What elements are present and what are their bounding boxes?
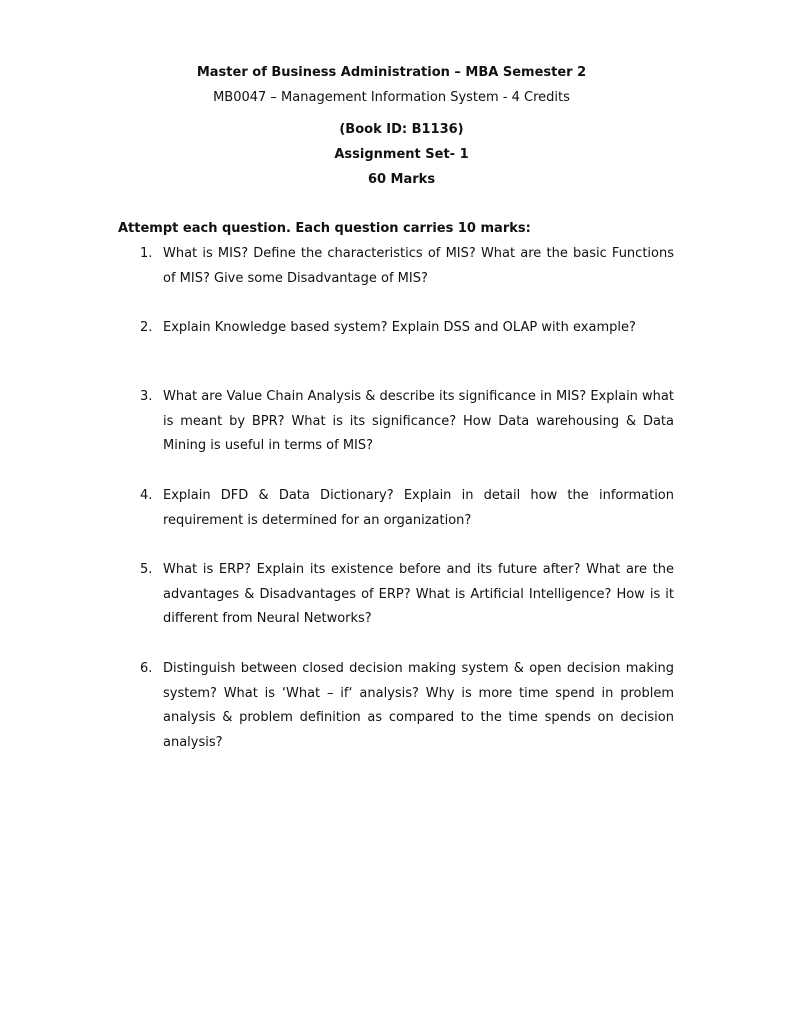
- question-item: [140, 316, 674, 341]
- question-text: Distinguish between closed decision making system & open decision making system? What is ‘What – if‘ analysis? Why is more time spend in problem analysis & problem definition as compared to the time spends on decision analysis?: [163, 661, 674, 750]
- question-item: [140, 484, 674, 533]
- question-text: What are Value Chain Analysis & describe its significance in MIS? Explain what is meant by BPR? What is its significance? How Data warehousing & Data Mining is useful in terms of MIS?: [163, 389, 674, 454]
- total-marks: 60 Marks: [367, 172, 436, 187]
- question-number: 5.: [140, 562, 153, 577]
- question-text: Explain DFD & Data Dictionary? Explain in detail how the information requirement is determined for an organization?: [163, 488, 674, 528]
- question-item: [140, 558, 674, 632]
- question-number: 4.: [140, 488, 153, 503]
- book-id: (Book ID: B1136): [339, 122, 464, 137]
- question-item: [140, 385, 674, 459]
- question-number: 1.: [140, 246, 153, 261]
- question-text: Explain Knowledge based system? Explain DSS and OLAP with example?: [163, 320, 636, 335]
- question-item: [140, 242, 674, 291]
- assignment-set: Assignment Set- 1: [334, 147, 469, 162]
- question-item: [140, 657, 674, 755]
- question-number: 6.: [140, 661, 153, 676]
- course-title: MB0047 – Management Information System - 4 Credits: [213, 90, 570, 105]
- question-number: 2.: [140, 320, 153, 335]
- instructions: Attempt each question. Each question carries 10 marks:: [118, 221, 531, 236]
- program-title: Master of Business Administration – MBA Semester 2: [196, 65, 587, 80]
- question-text: What is ERP? Explain its existence before and its future after? What are the advantages & Disadvantages of ERP? What is Artificial Intelligence? How is it different from Neural Networks?: [163, 562, 674, 627]
- question-text: What is MIS? Define the characteristics of MIS? What are the basic Functions of MIS? Give some Disadvantage of MIS?: [163, 246, 674, 286]
- question-number: 3.: [140, 389, 153, 404]
